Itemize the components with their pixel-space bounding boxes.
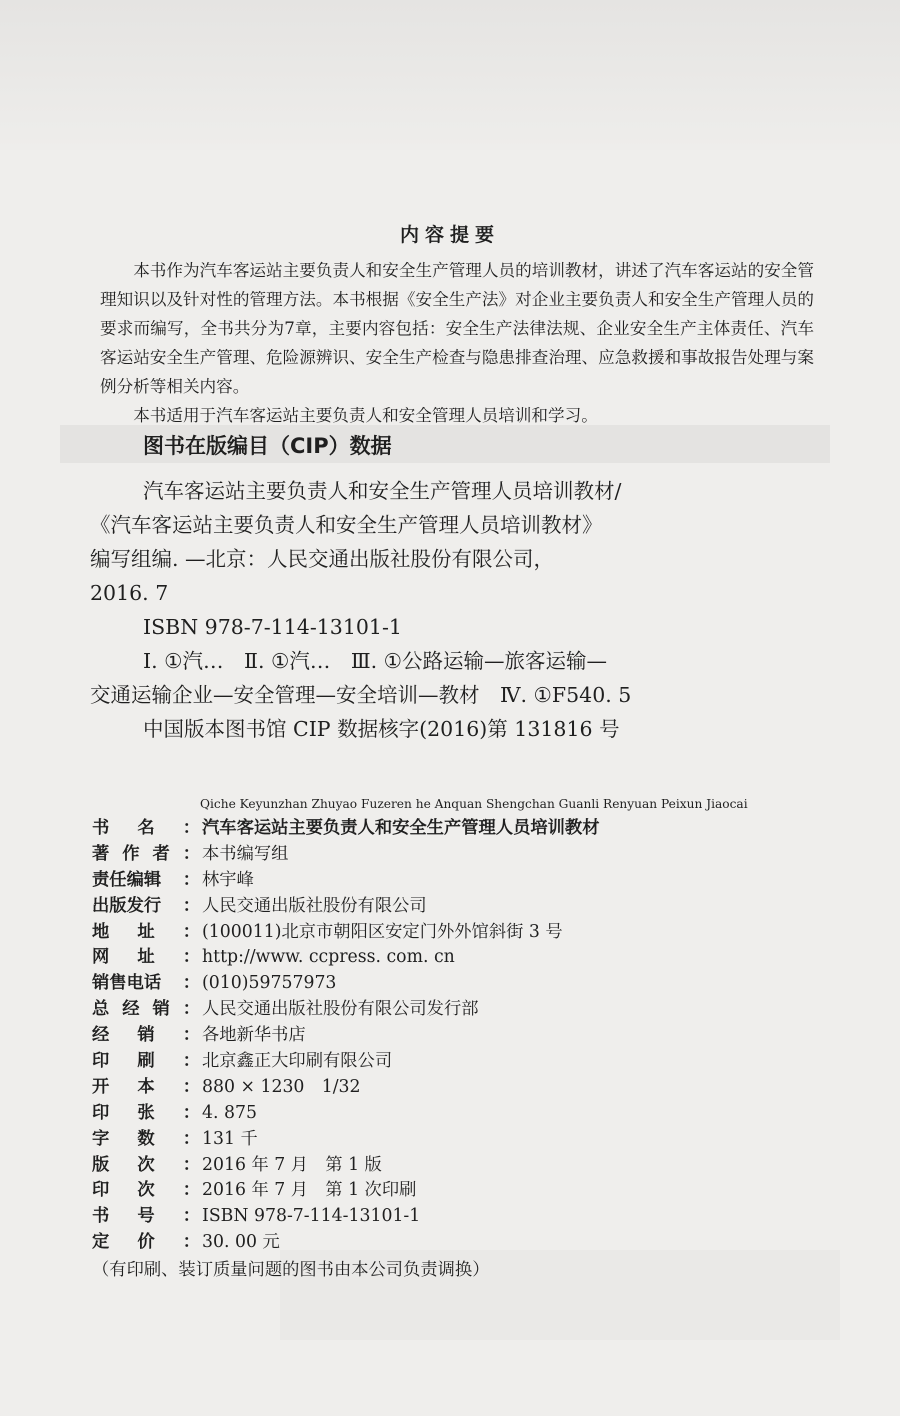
detail-row [92, 945, 812, 971]
label-colon: ： [182, 895, 200, 916]
detail-label [92, 1023, 200, 1049]
detail-row [92, 1023, 812, 1049]
detail-label [92, 1127, 200, 1153]
detail-label [92, 868, 200, 894]
detail-value: 各地新华书店 [202, 1025, 306, 1046]
detail-label-char: 书 [92, 1206, 110, 1227]
label-colon: ： [182, 921, 200, 942]
cip-data-block [90, 474, 770, 746]
label-colon: ： [182, 1232, 200, 1253]
detail-label [92, 1153, 200, 1179]
detail-label-char: 号 [137, 1206, 155, 1227]
detail-value: 30. 00 元 [202, 1232, 280, 1253]
cip-line: 编写组编. —北京：人民交通出版社股份有限公司， [90, 547, 555, 571]
detail-value: 林宇峰 [202, 869, 254, 890]
cip-classification: Ⅰ. ①汽… Ⅱ. ①汽… Ⅲ. ①公路运输—旅客运输— [143, 649, 608, 673]
detail-label-char: 数 [137, 1128, 155, 1149]
detail-label-char: 印 [92, 1180, 110, 1201]
detail-label-char: 印 [92, 1102, 110, 1123]
detail-label-char: 书 [92, 818, 110, 838]
detail-label-char: 经 [122, 999, 140, 1020]
detail-label-char: 网 [92, 947, 110, 968]
detail-row [92, 920, 812, 946]
detail-value: 人民交通出版社股份有限公司发行部 [202, 999, 479, 1020]
detail-row [92, 842, 812, 868]
detail-value: 北京鑫正大印刷有限公司 [202, 1051, 393, 1072]
show-through-band [0, 0, 900, 150]
label-colon: ： [182, 999, 200, 1020]
detail-label [92, 1204, 200, 1230]
detail-value: 131 千 [202, 1128, 258, 1149]
label-colon: ： [182, 947, 200, 968]
detail-label-char: 本 [137, 1076, 155, 1097]
publication-details [92, 816, 812, 1283]
detail-label-char: 刷 [137, 1051, 155, 1072]
detail-row [92, 1230, 812, 1256]
detail-row [92, 1049, 812, 1075]
detail-row [92, 1101, 812, 1127]
detail-row [92, 816, 812, 842]
summary-paragraph: 本书作为汽车客运站主要负责人和安全生产管理人员的培训教材，讲述了汽车客运站的安全管理知识以及针对性的管理方法。本书根据《安全生产法》对企业主要负责人和安全生产管理人员的要求而编写，全书共分为7章，主要内容包括：安全生产法律法规、企业安全生产主体责任、汽车客运站安全生产管理、危险源辨识、安全生产检查与隐患排查治理、应急救援和事故报告处理与案例分析等相关内容。 [100, 261, 814, 396]
detail-label-char: 印 [92, 1051, 110, 1072]
detail-row [92, 1204, 812, 1230]
detail-value: 2016 年 7 月 第 1 版 [202, 1154, 382, 1175]
label-colon: ： [182, 1180, 200, 1201]
detail-label-char: 责任编辑 [92, 869, 162, 890]
label-colon: ： [182, 818, 200, 838]
detail-value: (010)59757973 [202, 973, 337, 994]
detail-label-char: 经 [92, 1025, 110, 1046]
detail-label-char: 销 [152, 999, 170, 1020]
detail-value: 汽车客运站主要负责人和安全生产管理人员培训教材 [202, 818, 600, 838]
detail-label-char: 开 [92, 1076, 110, 1097]
detail-row [92, 894, 812, 920]
detail-row [92, 1127, 812, 1153]
pinyin-title: Qiche Keyunzhan Zhuyao Fuzeren he Anquan Shengchan Guanli Renyuan Peixun Jiaocai [200, 797, 748, 811]
detail-label-char: 价 [137, 1232, 155, 1253]
detail-value: 人民交通出版社股份有限公司 [202, 895, 427, 916]
detail-label [92, 1101, 200, 1127]
detail-label [92, 1178, 200, 1204]
label-colon: ： [182, 1102, 200, 1123]
label-colon: ： [182, 1076, 200, 1097]
cip-heading: 图书在版编目（CIP）数据 [143, 434, 392, 458]
detail-value: http://www. ccpress. com. cn [202, 947, 455, 968]
detail-value: (100011)北京市朝阳区安定门外外馆斜街 3 号 [202, 921, 563, 942]
cip-line: 汽车客运站主要负责人和安全生产管理人员培训教材/ [143, 479, 622, 503]
detail-value: 2016 年 7 月 第 1 次印刷 [202, 1180, 417, 1201]
label-colon: ： [182, 843, 200, 864]
detail-label [92, 894, 200, 920]
summary-title: 内容提要 [399, 224, 500, 246]
detail-row [92, 868, 812, 894]
detail-label-char: 出版发行 [92, 895, 162, 916]
detail-label-char: 字 [92, 1128, 110, 1149]
detail-label-char: 次 [137, 1180, 155, 1201]
detail-label [92, 1075, 200, 1101]
detail-label-char: 次 [137, 1154, 155, 1175]
detail-label-char: 者 [152, 843, 170, 864]
detail-label [92, 997, 200, 1023]
cip-isbn: ISBN 978-7-114-13101-1 [143, 615, 402, 639]
detail-label-char: 总 [92, 999, 110, 1020]
cip-line: 《汽车客运站主要负责人和安全生产管理人员培训教材》 [90, 513, 603, 537]
quality-note: （有印刷、装订质量问题的图书由本公司负责调换） [92, 1260, 490, 1281]
detail-value: 4. 875 [202, 1102, 257, 1123]
cip-classification: 交通运输企业—安全管理—安全培训—教材 Ⅳ. ①F540. 5 [90, 683, 632, 707]
detail-label [92, 920, 200, 946]
detail-value: 880 × 1230 1/32 [202, 1076, 361, 1097]
detail-label-char: 销 [137, 1025, 155, 1046]
label-colon: ： [182, 869, 200, 890]
detail-row [92, 997, 812, 1023]
detail-label [92, 1049, 200, 1075]
detail-label-char: 址 [137, 921, 155, 942]
label-colon: ： [182, 1051, 200, 1072]
label-colon: ： [182, 1025, 200, 1046]
detail-row [92, 1178, 812, 1204]
detail-label [92, 971, 200, 997]
detail-label [92, 842, 200, 868]
detail-label [92, 816, 200, 842]
detail-row [92, 1075, 812, 1101]
label-colon: ： [182, 973, 200, 994]
detail-label-char: 作 [122, 843, 140, 864]
detail-label-char: 地 [92, 921, 110, 942]
label-colon: ： [182, 1206, 200, 1227]
label-colon: ： [182, 1128, 200, 1149]
cip-line: 2016. 7 [90, 581, 169, 605]
cip-number: 中国版本图书馆 CIP 数据核字(2016)第 131816 号 [143, 717, 620, 741]
detail-label-char: 定 [92, 1232, 110, 1253]
detail-row [92, 971, 812, 997]
summary-body [100, 256, 814, 430]
detail-label [92, 1230, 200, 1256]
label-colon: ： [182, 1154, 200, 1175]
detail-label-char: 版 [92, 1154, 110, 1175]
detail-label-char: 址 [137, 947, 155, 968]
detail-label-char: 著 [92, 843, 110, 864]
summary-paragraph: 本书适用于汽车客运站主要负责人和安全管理人员培训和学习。 [133, 406, 598, 425]
detail-label-char: 张 [137, 1102, 155, 1123]
detail-value: 本书编写组 [202, 843, 289, 864]
detail-row [92, 1153, 812, 1179]
detail-label-char: 销售电话 [92, 973, 162, 994]
detail-label-char: 名 [137, 818, 155, 838]
detail-value: ISBN 978-7-114-13101-1 [202, 1206, 421, 1227]
detail-label [92, 945, 200, 971]
